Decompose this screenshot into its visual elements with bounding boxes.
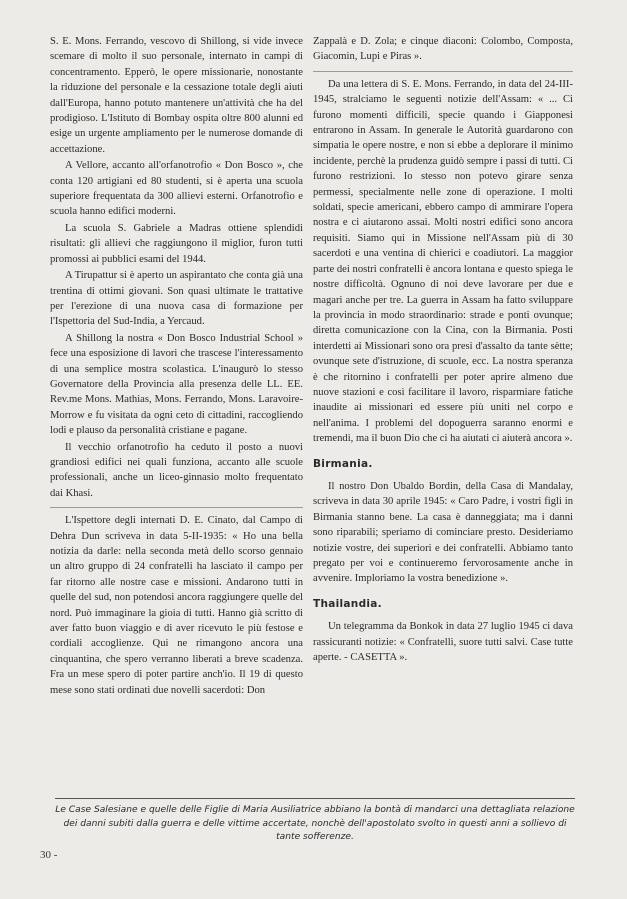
paragraph: Da una lettera di S. E. Mons. Ferrando, in data del 24-III-1945, stralciamo le seguenti notizie dell'Assam: « ... Ci furono momenti difficili, specie quando i Giapponesi entrarono in Assam. In generale le Autorità guardarono con simpatia le opere nostre, e non si ebbe a deplorare il minimo incidente, perchè la prudenza guidò sempre i passi di tutti. Ci furono restrizioni. Io stesso non potevo girare senza permessi, specialmente nelle zone di operazione. I molti soldati, specie americani, ebbero campo di ammirare l'opera nostra e ci aiutarono assai. Molti nostri edifici sono ancora requisiti. Siamo qui in Missione nell'Assam più di 30 sacerdoti e una ventina di chierici e coadiutori. La maggior parte dei nostri confratelli è ancora lontana e questo spiega le nostre difficoltà. Ognuno di noi deve lavorare per due e magari anche per tre. La guerra in Assam ha fatto sviluppare la provincia in modo straordinario: strade e ponti ovunque; diretta comunicazione con la Cina, con la Birmania. Posti interdetti ai Missionari sono ora presi d'assalto da tante sètte; ovunque sete d'istruzione, di scuole, ecc. La nostra speranza è che ritornino i confratelli per poter aprire almeno due nuove stazioni e così facilitare il lavoro, risparmiare fatiche inaudite ai missionari ed essere più uniti nel corpo e nell'anima. I problemi del dopoguerra saranno enormi e tremendi, ma il buon Dio che ci ha aiutati ci aiuterà ancora ».: [313, 71, 573, 447]
paragraph: La scuola S. Gabriele a Madras ottiene splendidi risultati: gli allievi che raggiungono il miglior, furon tutti promossi ai pubblici esami del 1944.: [50, 222, 303, 265]
section-heading-thailandia: Thailandia.: [313, 597, 382, 610]
paragraph: Un telegramma da Bonkok in data 27 luglio 1945 ci dava rassicuranti notizie: « Confratelli, suore tutti salvi. Case tutte aperte. - CASETTA ».: [313, 621, 573, 664]
right-column: [313, 34, 573, 665]
left-column: [50, 34, 303, 698]
paragraph: A Shillong la nostra « Don Bosco Industrial School » fece una esposizione di lavori che trascese l'interessamento di una semplice mostra scolastica. L'inaugurò lo stesso Governatore della Provincia alla presenza delle LL. EE. Rev.me Mons. Mathias, Mons. Ferrando, Mons. Laravoire-Morrow e fu visitata da ogni ceto di cittadini, raccogliendo lodi e plauso da personalità cristiane e pagane.: [50, 332, 303, 437]
footer-note: Le Case Salesiane e quelle delle Figlie di Maria Ausiliatrice abbiano la bontà di mandarci una dettagliata relazione dei danni subiti dalla guerra e delle vittime accertate, nonchè dell'apostolato svolto in questi anni a sollievo di tante sofferenze.: [55, 798, 575, 845]
paragraph: L'Ispettore degli internati D. E. Cinato, dal Campo di Dehra Dun scriveva in data 5-II-1935: « Ho una bella notizia da darle: nella seconda metà dello scorso gennaio un altro gruppo di 24 confratelli ha lasciato il campo per far ritorno alle nostre case e missioni. Andarono tutti in quelle del sud, non potendosi ancora raggiungere quelle del nord. Può immaginare la gioia di tutti. Hanno già scritto di aver fatto buon viaggio e di aver ricevuto le più festose e cordiali accoglienze. Qui ne rimangono ancora una cinquantina, che spero verranno liberati a breve scadenza. Fra un mese spero di poter partire anch'io. Il 19 di questo mese sono stati ordinati due novelli sacerdoti: Don: [50, 507, 303, 698]
paragraph: A Vellore, accanto all'orfanotrofio « Don Bosco », che conta 120 artigiani ed 80 studenti, si è aperta una scuola superiore frequentata da 300 allievi esterni. Orfanotrofio e scuola hanno edifici moderni.: [50, 160, 303, 218]
paragraph: Il nostro Don Ubaldo Bordin, della Casa di Mandalay, scriveva in data 30 aprile 1945: « Caro Padre, i vostri figli in Birmania stanno bene. La casa è danneggiata; ma i danni sono riparabili; speriamo di cominciare presto. Desideriamo notizie vostre, dei superiori e dei confratelli. Abbiamo tanto pregato per voi e continueremo fervorosamente anche in avvenire. Imploriamo la vostra benedizione ».: [313, 480, 573, 585]
paragraph: Zappalà e D. Zola; e cinque diaconi: Colombo, Composta, Giacomin, Lupi e Piras ».: [313, 36, 573, 63]
paragraph: A Tirupattur si è aperto un aspirantato che conta già una trentina di ottimi giovani. Son quasi ultimate le trattative per l'erezione di una nuova casa di formazione per l'Ispettoria del Sud-India, a Yercaud.: [50, 270, 303, 328]
paragraph: Il vecchio orfanotrofio ha ceduto il posto a nuovi grandiosi edifici nei quali funziona, accanto alle scuole professionali, anche un liceo-ginnasio molto frequentato dai Khasi.: [50, 441, 303, 499]
page-number: 30 -: [40, 849, 58, 861]
paragraph: S. E. Mons. Ferrando, vescovo di Shillong, si vide invece scemare di molto il suo personale, internato in campi di concentramento. Epperò, le opere missionarie, nonostante la riduzione del personale e la cessazione totale degli aiuti dall'Europa, hanno potuto mantenere un'attività che ha del prodigioso. L'Istituto di Bombay ospita oltre 800 alunni ed esige un urgente ampliamento per le numerose domande di accettazione.: [50, 36, 303, 155]
section-heading-birmania: Birmania.: [313, 457, 373, 470]
